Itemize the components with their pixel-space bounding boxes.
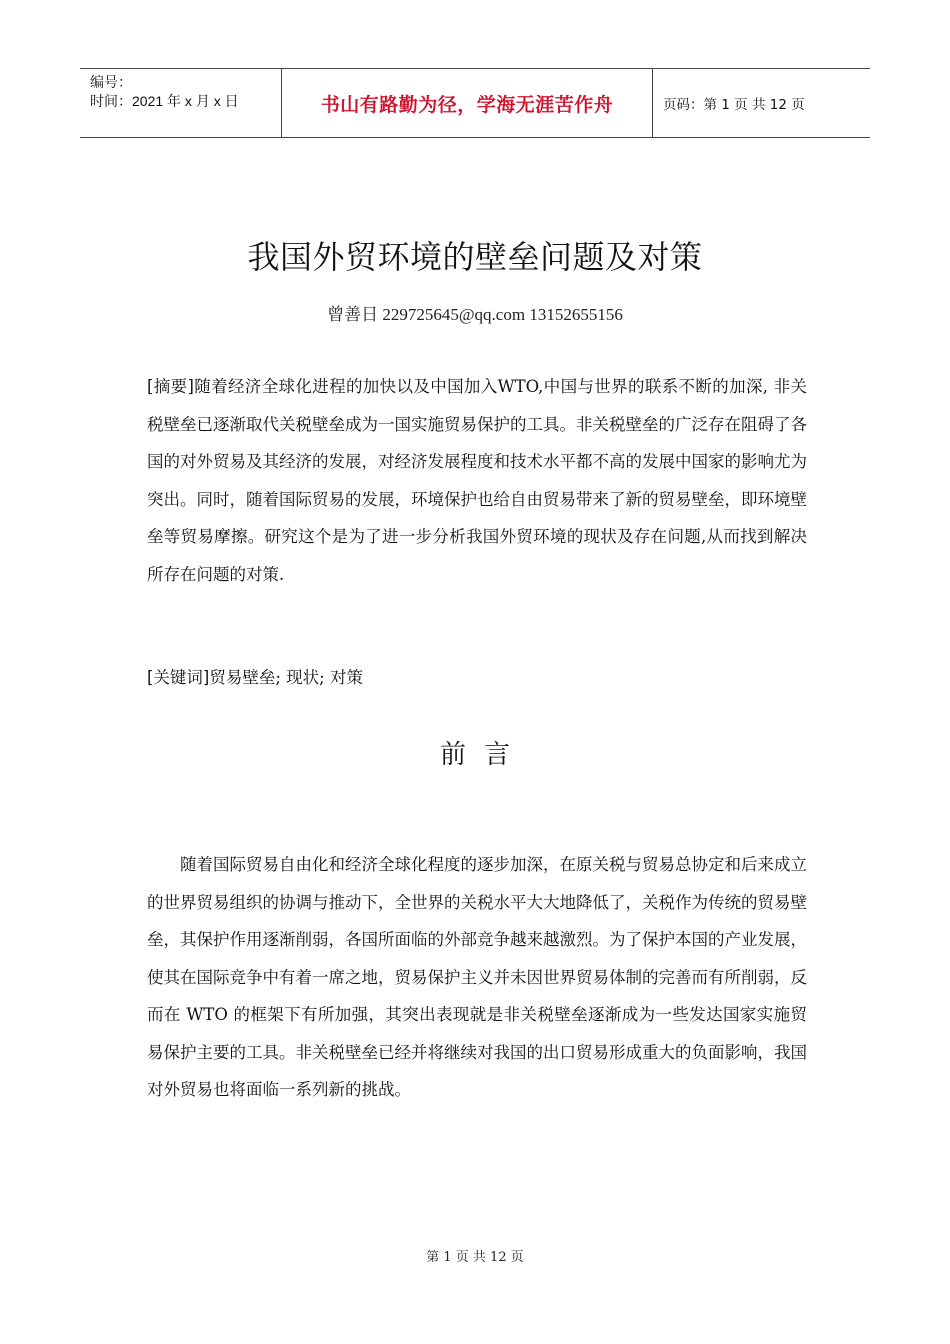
document-number-label: 编号： — [90, 74, 132, 90]
keywords-text: 贸易壁垒; 现状; 对策 — [209, 668, 363, 687]
section-heading: 前言 — [439, 740, 528, 770]
keywords-line — [147, 660, 807, 696]
abstract-text: 随着经济全球化进程的加快以及中国加入WTO,中国与世界的联系不断的加深, 非关税壁垒已逐渐取代关税壁垒成为一国实施贸易保护的工具。非关税壁垒的广泛存在阻碍了各国的对外贸易及其经济的发展，对经济发展程度和技术水平都不高的发展中国家的影响尤为突出。同时，随着国际贸易的发展，环境保护也给自由贸易带来了新的贸易壁垒，即环境壁垒等贸易摩擦。研究这个是为了进一步分析我国外贸环境的现状及存在问题,从而找到解决所存在问题的对策. — [147, 377, 808, 584]
header-page-info: 页码：第 1 页 共 12 页 — [663, 97, 805, 113]
header-motto: 书山有路勤为径，学海无涯苦作舟 — [281, 69, 653, 137]
intro-paragraph: 随着国际贸易自由化和经济全球化程度的逐步加深，在原关税与贸易总协定和后来成立的世界贸易组织的协调与推动下，全世界的关税水平大大地降低了，关税作为传统的贸易壁垒，其保护作用逐渐削弱，各国所面临的外部竞争越来越激烈。为了保护本国的产业发展，使其在国际竞争中有着一席之地，贸易保护主义并未因世界贸易体制的完善而有所削弱，反而在 WTO 的框架下有所加强，其突出表现就是非关税壁垒逐渐成为一些发达国家实施贸易保护主要的工具。非关税壁垒已经并将继续对我国的出口贸易形成重大的负面影响，我国对外贸易也将面临一系列新的挑战。 — [147, 855, 807, 1099]
document-title: 我国外贸环境的壁垒问题及对策 — [247, 238, 703, 276]
abstract-label: [摘要] — [147, 377, 194, 396]
document-date: 时间：2021 年 x 月 x 日 — [90, 93, 239, 109]
header-meta-cell — [80, 69, 281, 137]
keywords-label: [关键词] — [147, 668, 210, 687]
page-footer: 第 1 页 共 12 页 — [426, 1250, 524, 1265]
author-line: 曾善日 229725645@qq.com 13152655156 — [327, 305, 623, 324]
page-header-table — [80, 68, 870, 138]
abstract-paragraph — [147, 368, 807, 593]
